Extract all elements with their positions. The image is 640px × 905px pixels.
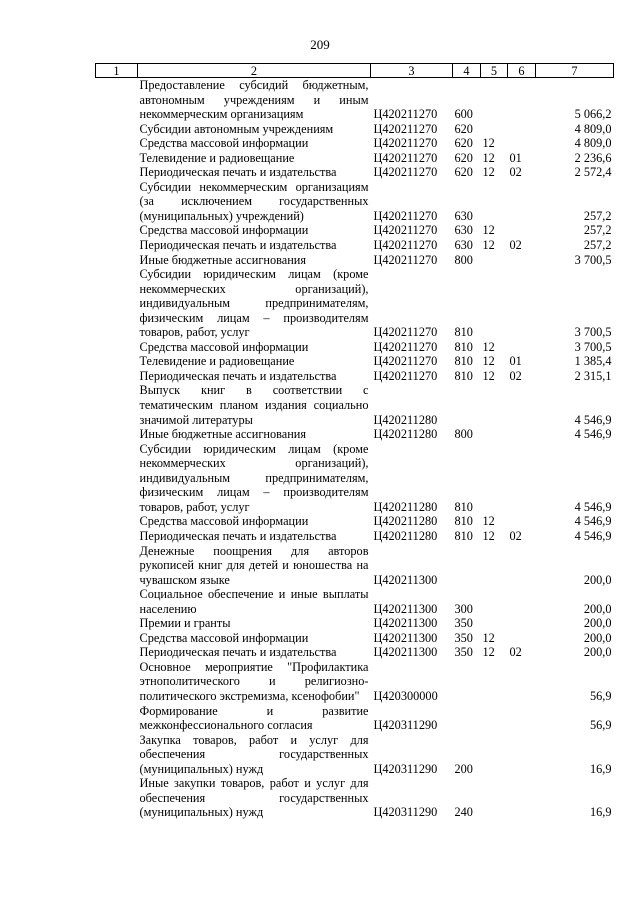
row-section: 12: [482, 630, 495, 645]
row-name: Периодическая печать и издательства: [139, 528, 337, 543]
table-row: [96, 340, 614, 355]
row-number-cell: [96, 544, 138, 588]
row-number-cell: [96, 267, 138, 340]
row-amount: 4 809,0: [574, 136, 612, 151]
row-section: [481, 253, 508, 268]
row-subsection: [508, 587, 536, 616]
row-expense-type: 600: [454, 107, 473, 122]
row-expense-type: 810: [454, 354, 473, 369]
column-header-5: 5: [481, 64, 508, 78]
row-expense-type: [453, 544, 481, 588]
table-row: [96, 165, 614, 180]
row-subsection: [508, 122, 536, 137]
row-expense-type: 810: [454, 368, 473, 383]
row-code: Ц420211280: [373, 499, 438, 514]
row-subsection: 02: [509, 368, 522, 383]
row-subsection: 02: [509, 238, 522, 253]
row-amount: 56,9: [589, 688, 612, 703]
row-amount: 3 700,5: [574, 325, 612, 340]
row-expense-type: 810: [454, 514, 473, 529]
row-code: Ц420211270: [373, 368, 438, 383]
row-name: Основное мероприятие "Профилактика этнополитического и религиозно-политического экстремизма, ксенофобии": [139, 659, 369, 703]
column-header-7: 7: [536, 64, 614, 78]
row-subsection: [508, 733, 536, 777]
row-amount: 5 066,2: [574, 107, 612, 122]
row-subsection: [508, 776, 536, 820]
row-number-cell: [96, 340, 138, 355]
table-row: [96, 122, 614, 137]
row-expense-type: 200: [454, 761, 473, 776]
row-name: Премии и гранты: [139, 616, 231, 631]
row-section: [481, 78, 508, 122]
row-section: [481, 180, 508, 224]
row-amount: 200,0: [583, 601, 612, 616]
row-subsection: [508, 340, 536, 355]
table-row: [96, 514, 614, 529]
row-expense-type: 810: [454, 339, 473, 354]
row-number-cell: [96, 514, 138, 529]
row-section: [481, 733, 508, 777]
row-section: 12: [482, 339, 495, 354]
row-section: 12: [482, 645, 495, 660]
row-expense-type: [453, 704, 481, 733]
row-amount: 4 809,0: [574, 121, 612, 136]
row-section: 12: [482, 150, 495, 165]
row-amount: 4 546,9: [574, 412, 612, 427]
row-amount: 2 572,4: [574, 165, 612, 180]
row-amount: 3 700,5: [574, 252, 612, 267]
row-name: Средства массовой информации: [139, 339, 309, 354]
row-name: Субсидии автономным учреждениям: [139, 121, 334, 136]
row-name: Средства массовой информации: [139, 223, 309, 238]
table-row: [96, 354, 614, 369]
row-name: Периодическая печать и издательства: [139, 165, 337, 180]
row-amount: 2 236,6: [574, 150, 612, 165]
column-header-4: 4: [453, 64, 481, 78]
row-subsection: [508, 544, 536, 588]
row-subsection: [508, 136, 536, 151]
row-amount: 257,2: [583, 208, 612, 223]
budget-table: [95, 63, 614, 820]
row-amount: 200,0: [583, 645, 612, 660]
row-name: Телевидение и радиовещание: [139, 354, 295, 369]
row-amount: 56,9: [589, 718, 612, 733]
table-row: [96, 704, 614, 733]
row-amount: 4 546,9: [574, 427, 612, 442]
row-number-cell: [96, 369, 138, 384]
row-code: Ц420211270: [373, 325, 438, 340]
row-expense-type: 800: [454, 427, 473, 442]
table-row: [96, 136, 614, 151]
row-code: Ц420211280: [373, 427, 438, 442]
row-number-cell: [96, 238, 138, 253]
row-name: Субсидии юридическим лицам (кроме некоммерческих организаций), индивидуальным предпринимателям, физическим лицам – производителям товаров, работ, услуг: [139, 441, 369, 514]
row-code: Ц420211270: [373, 223, 438, 238]
row-section: [481, 267, 508, 340]
table-row: [96, 529, 614, 544]
row-section: [481, 442, 508, 515]
table-row: [96, 587, 614, 616]
table-row: [96, 645, 614, 660]
row-expense-type: 620: [454, 150, 473, 165]
row-expense-type: 810: [454, 325, 473, 340]
row-number-cell: [96, 442, 138, 515]
row-subsection: [508, 78, 536, 122]
row-section: 12: [482, 514, 495, 529]
table-row: [96, 442, 614, 515]
row-number-cell: [96, 704, 138, 733]
row-number-cell: [96, 616, 138, 631]
row-expense-type: 350: [454, 630, 473, 645]
row-number-cell: [96, 165, 138, 180]
row-number-cell: [96, 383, 138, 427]
row-expense-type: [453, 383, 481, 427]
row-subsection: [508, 660, 536, 704]
row-name: Периодическая печать и издательства: [139, 645, 337, 660]
row-code: Ц420311290: [373, 761, 438, 776]
row-expense-type: 630: [454, 208, 473, 223]
row-number-cell: [96, 136, 138, 151]
row-code: Ц420211270: [373, 252, 438, 267]
row-expense-type: 240: [454, 805, 473, 820]
table-row: [96, 544, 614, 588]
row-code: Ц420211280: [373, 528, 438, 543]
row-number-cell: [96, 180, 138, 224]
row-subsection: 02: [509, 165, 522, 180]
table-row: [96, 660, 614, 704]
row-amount: 257,2: [583, 223, 612, 238]
row-code: Ц420211270: [373, 354, 438, 369]
row-subsection: [508, 267, 536, 340]
row-code: Ц420211300: [373, 601, 438, 616]
row-amount: 4 546,9: [574, 514, 612, 529]
row-subsection: [508, 180, 536, 224]
row-name: Социальное обеспечение и иные выплаты населению: [139, 587, 369, 616]
row-code: Ц420211280: [373, 514, 438, 529]
row-section: [481, 587, 508, 616]
table-row: [96, 427, 614, 442]
row-number-cell: [96, 427, 138, 442]
row-section: 12: [482, 354, 495, 369]
row-name: Средства массовой информации: [139, 136, 309, 151]
row-amount: 4 546,9: [574, 499, 612, 514]
row-expense-type: 630: [454, 223, 473, 238]
row-section: [481, 704, 508, 733]
row-name: Предоставление субсидий бюджетным, автономным учреждениям и иным некоммерческим организациям: [139, 78, 369, 122]
row-code: Ц420211300: [373, 572, 438, 587]
row-name: Иные бюджетные ассигнования: [139, 427, 307, 442]
row-expense-type: 810: [454, 499, 473, 514]
table-row: [96, 238, 614, 253]
row-expense-type: 620: [454, 121, 473, 136]
column-header-3: 3: [371, 64, 453, 78]
row-number-cell: [96, 631, 138, 646]
row-expense-type: 810: [454, 528, 473, 543]
row-number-cell: [96, 733, 138, 777]
row-number-cell: [96, 645, 138, 660]
row-section: 12: [482, 136, 495, 151]
row-code: Ц420211270: [373, 150, 438, 165]
row-code: Ц420211270: [373, 136, 438, 151]
row-subsection: [508, 616, 536, 631]
row-section: [481, 544, 508, 588]
table-body: [96, 78, 614, 820]
row-expense-type: 620: [454, 136, 473, 151]
row-expense-type: [453, 660, 481, 704]
row-subsection: 02: [509, 528, 522, 543]
table-row: [96, 151, 614, 166]
row-number-cell: [96, 78, 138, 122]
row-subsection: 01: [509, 354, 522, 369]
row-code: Ц420211270: [373, 208, 438, 223]
row-number-cell: [96, 122, 138, 137]
row-expense-type: 620: [454, 165, 473, 180]
row-expense-type: 350: [454, 616, 473, 631]
row-section: [481, 660, 508, 704]
row-code: Ц420211300: [373, 616, 438, 631]
row-section: 12: [482, 528, 495, 543]
row-expense-type: 300: [454, 601, 473, 616]
row-number-cell: [96, 223, 138, 238]
table-row: [96, 223, 614, 238]
row-expense-type: 350: [454, 645, 473, 660]
row-code: Ц420211270: [373, 121, 438, 136]
row-code: Ц420211270: [373, 107, 438, 122]
row-subsection: 02: [509, 645, 522, 660]
row-number-cell: [96, 151, 138, 166]
row-subsection: [508, 704, 536, 733]
table-row: [96, 616, 614, 631]
row-section: 12: [482, 368, 495, 383]
row-code: Ц420311290: [373, 718, 438, 733]
table-row: [96, 733, 614, 777]
row-number-cell: [96, 776, 138, 820]
row-section: 12: [482, 223, 495, 238]
row-code: Ц420211300: [373, 645, 438, 660]
row-number-cell: [96, 354, 138, 369]
row-amount: 2 315,1: [574, 368, 612, 383]
row-name: Иные закупки товаров, работ и услуг для обеспечения государственных (муниципальных) нужд: [139, 776, 369, 820]
column-header-1: 1: [96, 64, 138, 78]
table-header: [96, 64, 614, 78]
row-section: [481, 122, 508, 137]
row-amount: 3 700,5: [574, 339, 612, 354]
row-amount: 200,0: [583, 630, 612, 645]
row-subsection: [508, 427, 536, 442]
row-code: Ц420300000: [373, 688, 438, 703]
row-code: Ц420211270: [373, 238, 438, 253]
row-number-cell: [96, 529, 138, 544]
column-header-6: 6: [508, 64, 536, 78]
row-amount: 200,0: [583, 572, 612, 587]
row-name: Денежные поощрения для авторов рукописей книг для детей и юношества на чувашском языке: [139, 543, 369, 587]
row-name: Периодическая печать и издательства: [139, 368, 337, 383]
row-amount: 200,0: [583, 616, 612, 631]
row-code: Ц420211300: [373, 630, 438, 645]
table-row: [96, 631, 614, 646]
row-subsection: [508, 442, 536, 515]
row-name: Формирование и развитие межконфессионального согласия: [139, 703, 369, 733]
row-name: Иные бюджетные ассигнования: [139, 252, 307, 267]
row-name: Субсидии некоммерческим организациям (за исключением государственных (муниципальных) учреждений): [139, 179, 369, 223]
row-name: Закупка товаров, работ и услуг для обеспечения государственных (муниципальных) нужд: [139, 732, 369, 776]
row-code: Ц420311290: [373, 805, 438, 820]
page-number: 209: [310, 37, 330, 52]
row-name: Средства массовой информации: [139, 630, 309, 645]
row-number-cell: [96, 587, 138, 616]
table-row: [96, 369, 614, 384]
row-amount: 16,9: [589, 805, 612, 820]
row-subsection: [508, 631, 536, 646]
row-section: [481, 616, 508, 631]
column-header-2: 2: [138, 64, 371, 78]
row-expense-type: 630: [454, 238, 473, 253]
row-section: [481, 383, 508, 427]
row-number-cell: [96, 253, 138, 268]
table-row: [96, 776, 614, 820]
row-code: Ц420211270: [373, 339, 438, 354]
table-row: [96, 78, 614, 122]
row-section: 12: [482, 165, 495, 180]
row-section: [481, 427, 508, 442]
table-row: [96, 267, 614, 340]
row-amount: 257,2: [583, 238, 612, 253]
row-amount: 16,9: [589, 761, 612, 776]
row-subsection: [508, 383, 536, 427]
row-expense-type: 800: [454, 252, 473, 267]
row-subsection: [508, 253, 536, 268]
table-row: [96, 180, 614, 224]
row-amount: 1 385,4: [574, 354, 612, 369]
row-amount: 4 546,9: [574, 528, 612, 543]
row-name: Периодическая печать и издательства: [139, 238, 337, 253]
row-name: Средства массовой информации: [139, 514, 309, 529]
row-section: [481, 776, 508, 820]
row-name: Телевидение и радиовещание: [139, 150, 295, 165]
row-number-cell: [96, 660, 138, 704]
row-section: 12: [482, 238, 495, 253]
row-subsection: [508, 514, 536, 529]
row-code: Ц420211280: [373, 412, 438, 427]
row-code: Ц420211270: [373, 165, 438, 180]
row-name: Субсидии юридическим лицам (кроме некоммерческих организаций), индивидуальным предпринимателям, физическим лицам – производителям товаров, работ, услуг: [139, 267, 369, 340]
table-row: [96, 383, 614, 427]
row-subsection: 01: [509, 150, 522, 165]
row-subsection: [508, 223, 536, 238]
row-name: Выпуск книг в соответствии с тематическим планом издания социально значимой литературы: [139, 383, 369, 427]
table-row: [96, 253, 614, 268]
